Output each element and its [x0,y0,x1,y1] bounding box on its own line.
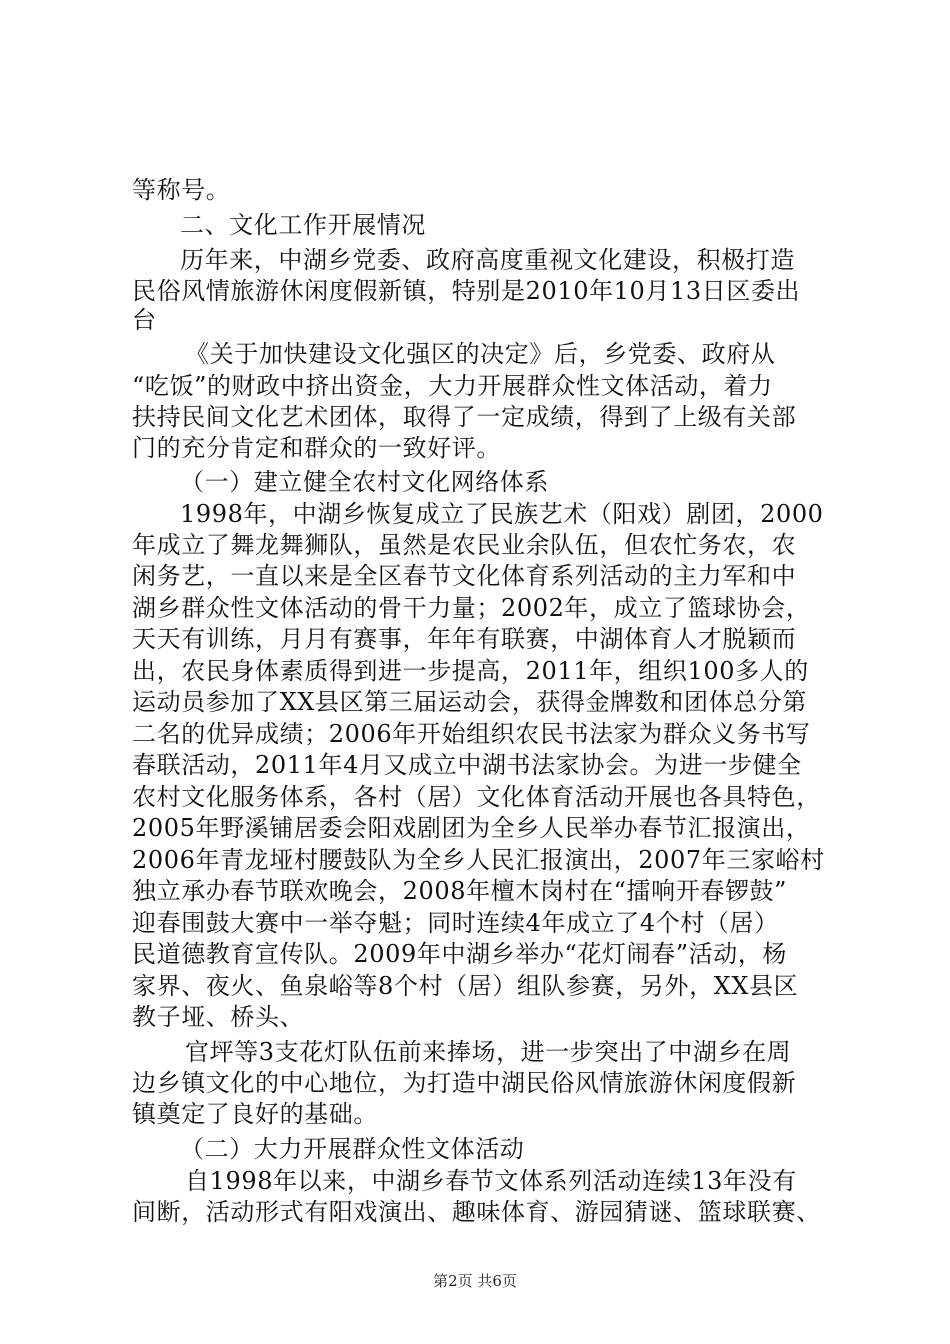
text-line: 1998年，中湖乡恢复成立了民族艺术（阳戏）剧团，2000 [180,500,824,528]
text-line: 出，农民身体素质得到进一步提高，2011年，组织100多人的 [132,657,809,685]
text-line: 2005年野溪铺居委会阳戏剧团为全乡人民举办春节汇报演出， [132,814,811,842]
text-line: 迎春围鼓大赛中一举夺魁；同时连续4年成立了4个村（居） [132,909,779,937]
text-line: 教子垭、桥头、 [132,1003,305,1031]
text-line: 年成立了舞龙舞狮队，虽然是农民业余队伍，但农忙务农，农 [132,531,797,559]
text-line: 等称号。 [132,176,231,204]
text-line: 扶持民间文化艺术团体，取得了一定成绩，得到了上级有关部 [132,403,797,431]
text-line: 民俗风情旅游休闲度假新镇，特别是2010年10月13日区委出 [132,277,801,305]
text-line: 镇奠定了良好的基础。 [132,1100,378,1128]
text-line: 门的充分肯定和群众的一致好评。 [132,434,501,462]
text-line: 间断，活动形式有阳戏演出、趣味体育、游园猜谜、篮球联赛、 [132,1198,821,1226]
text-line: 天天有训练，月月有赛事，年年有联赛，中湖体育人才脱颖而 [132,625,797,653]
text-line: 官坪等3支花灯队伍前来捧场，进一步突出了中湖乡在周 [185,1038,792,1066]
text-line: 春联活动，2011年4月又成立中湖书法家协会。为进一步健全 [132,751,802,779]
text-line: “吃饭”的财政中挤出资金，大力开展群众性文体活动，着力 [132,372,773,400]
section-heading: （一）建立健全农村文化网络体系 [180,468,549,496]
text-line: 历年来，中湖乡党委、政府高度重视文化建设，积极打造 [180,246,795,274]
section-heading: 二、文化工作开展情况 [180,211,426,239]
text-line: 《关于加快建设文化强区的决定》后，乡党委、政府从 [185,340,776,368]
text-line: 边乡镇文化的中心地位，为打造中湖民俗风情旅游休闲度假新 [132,1069,797,1097]
text-line: 运动员参加了XX县区第三届运动会，获得金牌数和团体总分第 [132,688,807,716]
text-line: 独立承办春节联欢晚会，2008年檀木岗村在“擂响开春锣鼓” [132,877,788,905]
text-line: 闲务艺，一直以来是全区春节文化体育系列活动的主力军和中 [132,562,797,590]
text-line: 台 [132,306,157,334]
text-line: 自1998年以来，中湖乡春节文体系列活动连续13年没有 [185,1167,797,1195]
section-heading: （二）大力开展群众性文体活动 [180,1135,525,1163]
text-line: 2006年青龙垭村腰鼓队为全乡人民汇报演出，2007年三家峪村 [132,846,825,874]
text-line: 农村文化服务体系，各村（居）文化体育活动开展也各具特色， [132,783,821,811]
text-line: 二名的优异成绩；2006年开始组织农民书法家为群众义务书写 [132,720,811,748]
page-number: 第2页 共6页 [433,1272,517,1290]
text-line: 湖乡群众性文体活动的骨干力量；2002年，成立了篮球协会， [132,594,811,622]
text-line: 民道德教育宣传队。2009年中湖乡举办“花灯闹春”活动，杨 [132,940,788,968]
text-line: 家界、夜火、鱼泉峪等8个村（居）组队参赛，另外，XX县区 [132,972,799,1000]
